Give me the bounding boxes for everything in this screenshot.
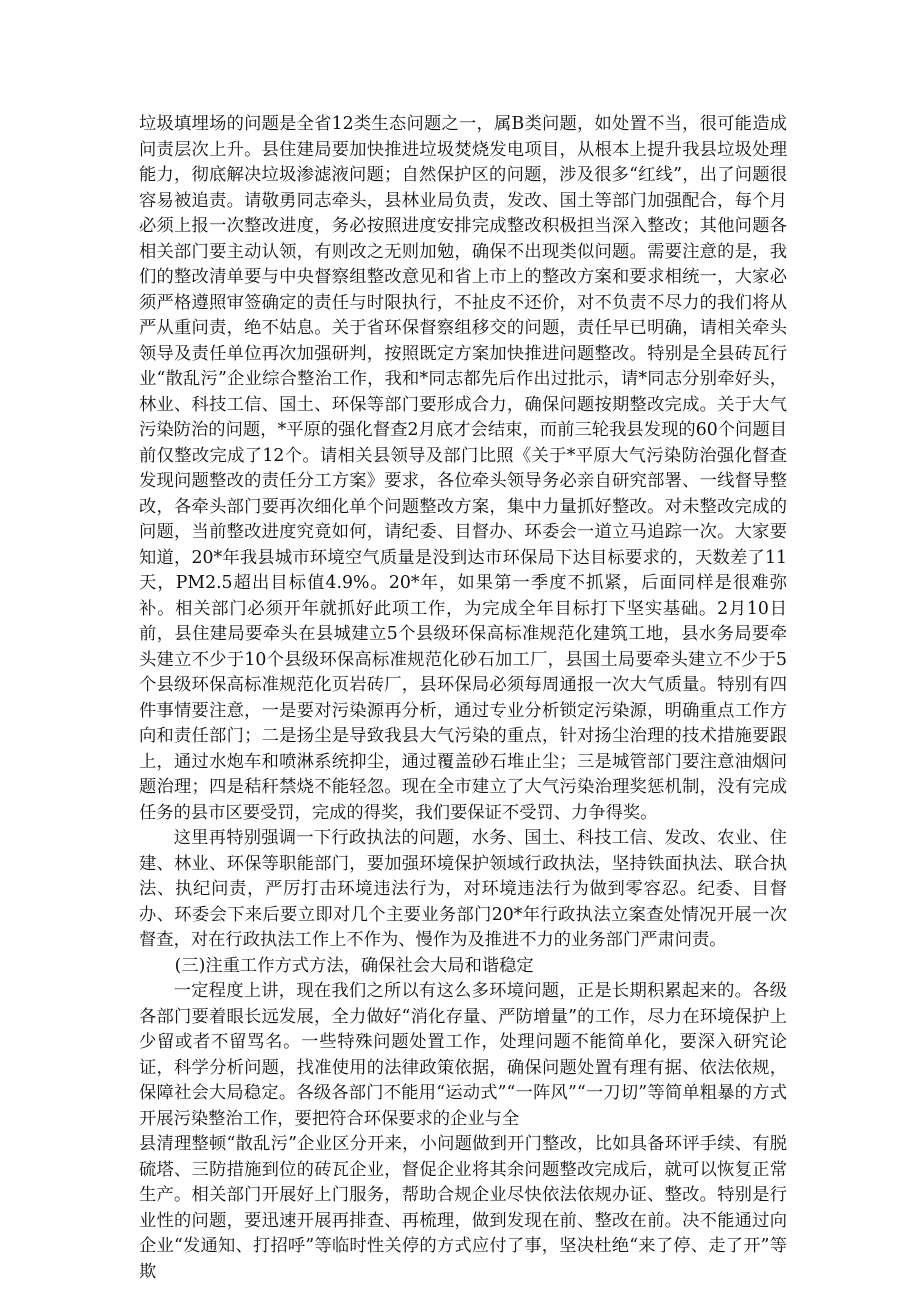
section-heading-three: (三)注重工作方式方法，确保社会大局和谐稳定 (174, 955, 534, 976)
paragraph-administrative-enforcement: 这里再特别强调一下行政执法的问题，水务、国土、科技工信、发改、农业、住建、林业、环保等职能部门，要加强环境保护领域行政执法，坚持铁面执法、联合执法、执纪问责，严厉打击环境违法行为，对环境违法行为做到零容忍。纪委、目督办、环委会下来后要立即对几个主要业务部门20*年行政执法立案查处情况开展一次督查，对在行政执法工作上不作为、慢作为及推进不力的业务部门严肃问责。 (139, 828, 787, 950)
paragraph-enterprise-rectification: 县清理整顿“散乱污”企业区分开来，小问题做到开门整改，比如具备环评手续、有脱硫塔、三防措施到位的砖瓦企业，督促企业将其余问题整改完成后，就可以恢复正常生产。相关部门开展好上门服务，帮助合规企业尽快依法依规办证、整改。特别是行业性的问题，要迅速开展再排查、再梳理，做到发现在前、整改在前。决不能通过向企业“发通知、打招呼”等临时性关停的方式应付了事，坚决杜绝“来了停、走了开”等欺 (139, 1134, 787, 1282)
paragraph-landfill-and-air-pollution: 垃圾填埋场的问题是全省12类生态问题之一，属B类问题，如处置不当，很可能造成问责层次上升。县住建局要加快推进垃圾焚烧发电项目，从根本上提升我县垃圾处理能力，彻底解决垃圾渗滤液问题；自然保护区的问题，涉及很多“红线”，出了问题很容易被追责。请敬勇同志牵头，县林业局负责，发改、国土等部门加强配合，每个月必须上报一次整改进度，务必按照进度安排完成整改积极担当深入整改；其他问题各相关部门要主动认领，有则改之无则加勉，确保不出现类似问题。需要注意的是，我们的整改清单要与中央督察组整改意见和省上市上的整改方案和要求相统一，大家必须严格遵照审签确定的责任与时限执行，不扯皮不还价，对不负责不尽力的我们将从严从重问责，绝不姑息。关于省环保督察组移交的问题，责任早已明确，请相关牵头领导及责任单位再次加强研判，按照既定方案加快推进问题整改。特别是全县砖瓦行业“散乱污”企业综合整治工作，我和*同志都先后作出过批示，请*同志分别牵好头，林业、科技工信、国土、环保等部门要形成合力，确保问题按期整改完成。关于大气污染防治的问题，*平原的强化督查2月底才会结束，而前三轮我县发现的60个问题目前仅整改完成了12个。请相关县领导及部门比照《关于*平原大气污染防治强化督查发现问题整改的责任分工方案》要求，各位牵头领导务必亲自研究部署、一线督导整改，各牵头部门要再次细化单个问题整改方案，集中力量抓好整改。对未整改完成的问题，当前整改进度究竟如何，请纪委、目督办、环委会一道立马追踪一次。大家要知道，20*年我县城市环境空气质量是没到达市环保局下达目标要求的，天数差了11天，PM2.5超出目标值4.9%。20*年，如果第一季度不抓紧，后面同样是很难弥补。相关部门必须开年就抓好此项工作，为完成全年目标打下坚实基础。2月10日前，县住建局要牵头在县城建立5个县级环保高标准规范化建筑工地，县水务局要牵头建立不少于10个县级环保高标准规范化砂石加工厂，县国土局要牵头建立不少于5个县级环保高标准规范化页岩砖厂，县环保局必须每周通报一次大气质量。特别有四件事情要注意，一是要对污染源再分析，通过专业分析锁定污染源，明确重点工作方向和责任部门；二是扬尘是导致我县大气污染的重点，针对扬尘治理的技术措施要跟上，通过水炮车和喷淋系统抑尘，通过覆盖砂石堆止尘；三是城管部门要注意油烟问题治理；四是秸秆禁烧不能轻忽。现在全市建立了大气污染治理奖惩机制，没有完成任务的县市区要受罚，完成的得奖，我们要保证不受罚、力争得奖。 (139, 114, 787, 823)
document-body (139, 112, 787, 1285)
paragraph-working-methods: 一定程度上讲，现在我们之所以有这么多环境问题，正是长期积累起来的。各级各部门要着眼长远发展，全力做好“消化存量、严防增量”的工作，尽力在环境保护上少留或者不留骂名。一些特殊问题处置工作，处理问题不能简单化，要深入研究论证，科学分析问题，找准使用的法律政策依据，确保问题处置有理有据、依法依规，保障社会大局稳定。各级各部门不能用“运动式”“一阵风”“一刀切”等简单粗暴的方式开展污染整治工作，要把符合环保要求的企业与全 (139, 981, 787, 1129)
